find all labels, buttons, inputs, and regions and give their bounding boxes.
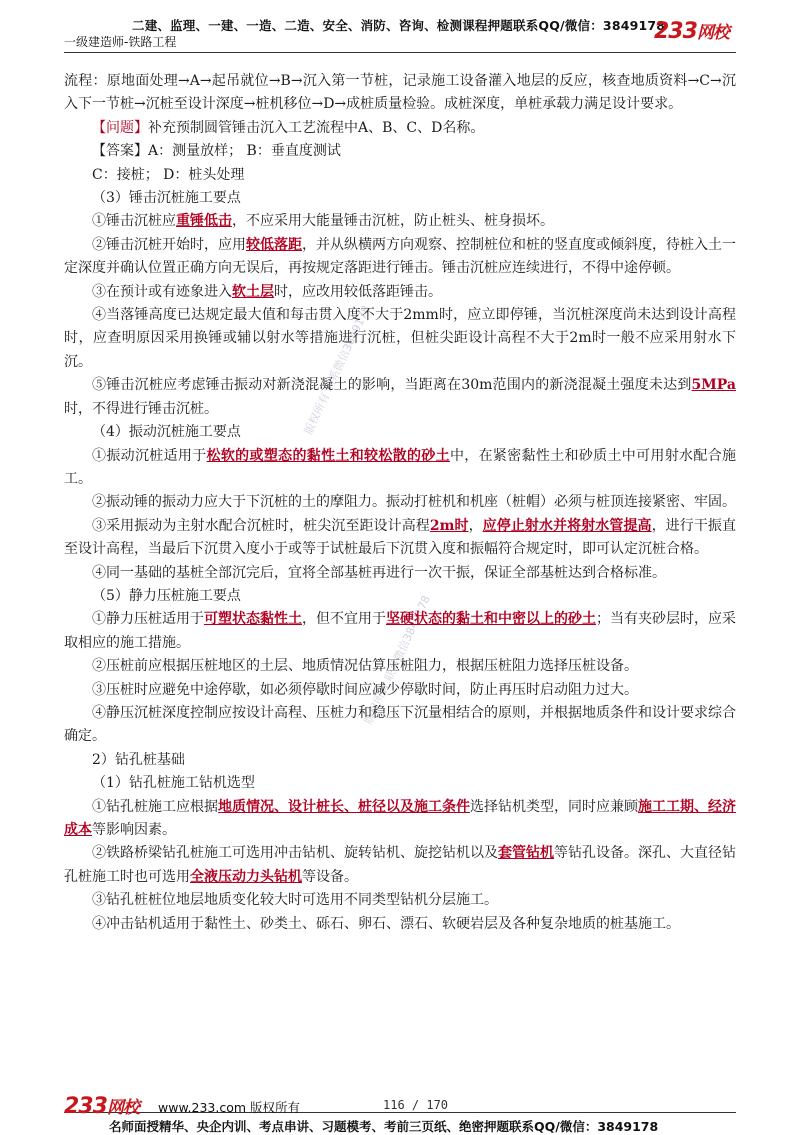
section-heading: 2）钻孔桩基础	[92, 751, 185, 768]
answer-line-1: 【答案】A：测量放样； B：垂直度测试	[92, 143, 341, 160]
answer-line-2: C：接桩； D：桩头处理	[92, 166, 245, 183]
watermark: 版权所有 联系微信3849178	[361, 593, 433, 727]
list-item	[64, 515, 736, 562]
header-course-title: 一级建造师-铁路工程	[64, 35, 177, 49]
key-term: 施工工期、经济成本	[64, 798, 736, 838]
section-heading: （4）振动沉桩施工要点	[92, 424, 241, 441]
key-term: 套管钻机	[498, 845, 554, 862]
key-term: 地质情况、设计桩长、桩径以及施工条件	[218, 798, 470, 815]
footer-promo-text: 名师面授精华、央企内训、考点串讲、习题模考、考前三页纸、绝密押题联系QQ/微信：3849178	[109, 1119, 659, 1134]
key-term: 软土层	[232, 283, 274, 300]
text: ，进行干振直至设计高程，当最后下沉贯入度小于或等于试桩最后下沉贯入度和振幅符合规定时，即可认定沉桩合格。	[64, 517, 736, 558]
text: 选择钻机类型，同时应兼顾	[470, 798, 638, 815]
text: 时，应改用较低落距锤击。	[274, 283, 442, 300]
logo-text: 网校	[696, 23, 729, 43]
question-tag: 【问题】	[92, 119, 148, 136]
list-item: ②压桩前应根据压桩地区的土层、地质情况估算压桩阻力，根据压桩阻力选择压桩设备。	[92, 658, 638, 675]
text: 等影响因素。	[92, 822, 176, 838]
key-term: 应停止射水并将射水管提高	[482, 517, 652, 534]
list-item	[64, 281, 736, 304]
header-divider	[64, 52, 736, 53]
logo-number: 233	[654, 19, 697, 44]
list-item	[64, 796, 736, 843]
logo-number: 233	[64, 1094, 107, 1119]
list-item: ④同一基础的基桩全部沉完后，宜将全部基桩再进行一次干振，保证全部基桩达到合格标准。	[92, 564, 666, 581]
question	[64, 117, 736, 140]
subsection-heading: （1）钻孔桩施工钻机选型	[92, 775, 255, 792]
text: ；当有夹砂层时，应采取相应的施工措施。	[64, 611, 736, 651]
process-paragraph: 流程：原地面处理→A→起吊就位→B→沉入第一节桩，记录施工设备灌入地层的反应，核查地质资料→C→沉入下一节桩→沉桩至设计深度→桩机移位→D→成桩质量检验。成桩深度，单桩承载力满足设计要求。	[64, 73, 736, 113]
text: ②锤击沉桩开始时，应用	[92, 236, 246, 253]
brand-logo	[654, 18, 729, 44]
list-item	[64, 608, 736, 655]
list-item	[64, 210, 736, 233]
document-body	[64, 70, 736, 936]
key-term: 较低落距	[246, 236, 302, 253]
key-term: 重锤低击	[176, 213, 232, 230]
text: ①静力压桩适用于	[92, 611, 204, 628]
key-term: 5MPa	[691, 377, 736, 394]
list-item: ③钻孔桩桩位地层地质变化较大时可选用不同类型钻机分层施工。	[92, 892, 498, 909]
text: ①锤击沉桩应	[92, 213, 176, 230]
text: 等设备。	[302, 868, 358, 885]
watermark: 版权所有 联系微信3849178	[301, 303, 373, 437]
list-item	[64, 374, 736, 421]
key-term: 可塑状态黏性土	[204, 611, 302, 628]
list-item	[64, 234, 736, 281]
list-item	[64, 842, 736, 889]
question-text: 补充预制圆管锤击沉入工艺流程中A、B、C、D名称。	[148, 119, 485, 136]
text: 等钻孔设备。深孔、大直径钻孔桩施工时也可选用	[64, 845, 736, 885]
key-term: 2m时	[429, 517, 469, 534]
section-heading: （5）静力压桩施工要点	[92, 587, 241, 604]
logo-text: 网校	[106, 1098, 139, 1118]
text: ⑤锤击沉桩应考虑锤击振动对新浇混凝土的影响，当距离在30m范围内的新浇混凝土强度未达到	[92, 377, 692, 394]
text: 时，不得进行锤击沉桩。	[64, 400, 218, 417]
list-item: ④当落锤高度已达规定最大值和每击贯入度不大于2mm时，应立即停锤，当沉桩深度尚未达到设计高程时，应查明原因采用换锤或辅以射水等措施进行沉桩，但桩尖距设计高程不大于2m时一般不应采用射水下沉。	[64, 307, 736, 370]
text: ①钻孔桩施工应根据	[92, 798, 218, 815]
text: ③在预计或有迹象进入	[92, 283, 232, 300]
page-number: 116 / 170	[383, 1098, 449, 1112]
list-item: ③压桩时应避免中途停歇，如必须停歇时间应减少停歇时间，防止再压时启动阻力过大。	[92, 681, 638, 698]
list-item	[64, 445, 736, 492]
text: ，并从纵横两方向观察、控制桩位和桩的竖直度或倾斜度，待桩入土一定深度并确认位置正确方向无误后，再按规定落距进行锤击。锤击沉桩应连续进行，不得中途停顿。	[64, 236, 736, 277]
footer-logo	[64, 1093, 139, 1119]
footer-site: www.233.com 版权所有	[158, 1100, 300, 1115]
text: ③采用振动为主射水配合沉桩时，桩尖沉至距设计高程	[92, 517, 430, 534]
list-item: ④冲击钻机适用于黏性土、砂类土、砾石、卵石、漂石、软硬岩层及各种复杂地质的桩基施工。	[92, 915, 680, 932]
text: 中，在紧密黏性土和砂质土中可用射水配合施工。	[64, 447, 737, 487]
list-item: ②振动锤的振动力应大于下沉桩的土的摩阻力。振动打桩机和机座（桩帽）必须与桩顶连接紧密、牢固。	[92, 494, 736, 511]
key-term: 松软的或塑态的黏性土和较松散的砂土	[206, 447, 450, 464]
header-promo-text: 二建、监理、一建、一造、二造、安全、消防、咨询、检测课程押题联系QQ/微信：3849178	[132, 18, 666, 33]
text: ，但不宜用于	[302, 611, 386, 628]
text: ①振动沉桩适用于	[92, 447, 207, 464]
section-heading: （3）锤击沉桩施工要点	[92, 190, 241, 207]
key-term: 坚硬状态的黏土和中密以上的砂土	[386, 611, 596, 628]
list-item: ④静压沉桩深度控制应按设计高程、压桩力和稳压下沉量相结合的原则，并根据地质条件和设计要求综合确定。	[64, 704, 736, 745]
text: ②铁路桥梁钻孔桩施工可选用冲击钻机、旋转钻机、旋挖钻机以及	[92, 845, 498, 862]
text: ，不应采用大能量锤击沉桩，防止桩头、桩身损坏。	[232, 213, 554, 230]
key-term: 全液压动力头钻机	[190, 868, 302, 885]
text: ，	[468, 517, 483, 534]
